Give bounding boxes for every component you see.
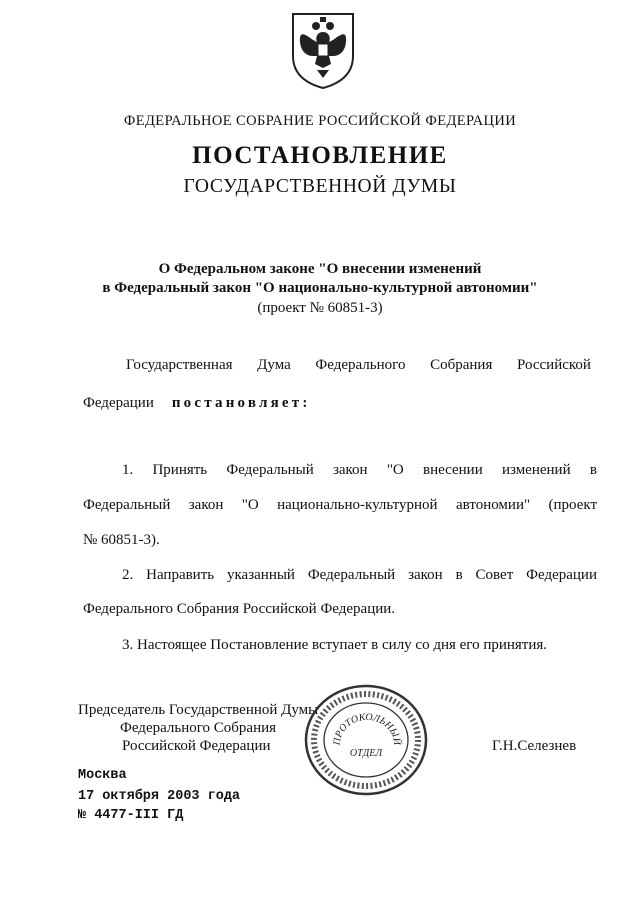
word: Федеральный <box>226 462 314 478</box>
resolves-emphasis: постановляет: <box>171 395 311 411</box>
word: Принять <box>152 462 208 478</box>
signing-date: 17 октября 2003 года <box>78 789 241 804</box>
word: в <box>589 462 597 478</box>
point-3: 3. Настоящее Постановление вступает в силу со дня его принятия. <box>122 637 548 653</box>
word: Собрания <box>430 357 493 373</box>
subject-line-1: О Федеральном законе "О внесении изменений <box>158 261 482 277</box>
word: внесении <box>423 462 483 478</box>
word: Федерации <box>526 567 597 583</box>
document-number: № 4477-III ГД <box>78 808 184 823</box>
subject-line-2: в Федеральный закон "О национально-культурной автономии" <box>102 280 538 296</box>
preamble-federation: Федерации <box>83 395 154 411</box>
word: Федерального <box>315 357 406 373</box>
word: Направить <box>146 567 215 583</box>
stamp-center-text: ОТДЕЛ <box>349 748 383 759</box>
word: (проект <box>548 497 597 513</box>
draft-number: (проект № 60851-3) <box>257 300 383 316</box>
word: Совет <box>475 567 514 583</box>
word: Дума <box>257 357 291 373</box>
signature-title-line-2: Федерального Собрания <box>120 720 277 736</box>
word: 2. <box>122 567 134 583</box>
word: закон <box>408 567 443 583</box>
word: Федеральный <box>83 497 171 513</box>
coat-of-arms-emblem <box>287 8 359 92</box>
official-stamp <box>302 682 430 798</box>
word: Российской <box>517 357 591 373</box>
point-1-line-1 <box>122 462 597 479</box>
signature-title-line-3: Российской Федерации <box>122 738 271 754</box>
document-title: ПОСТАНОВЛЕНИЕ <box>192 142 448 169</box>
word: закон <box>188 497 224 513</box>
point-2-line-2: Федерального Собрания Российской Федерации. <box>83 601 396 617</box>
word: в <box>455 567 463 583</box>
word: "О <box>241 497 259 513</box>
word: 1. <box>122 462 134 478</box>
preamble-line-1 <box>126 357 591 374</box>
place-of-signing: Москва <box>78 768 127 783</box>
word: закон <box>332 462 368 478</box>
assembly-heading: ФЕДЕРАЛЬНОЕ СОБРАНИЕ РОССИЙСКОЙ ФЕДЕРАЦИИ <box>123 113 517 129</box>
signer-name: Г.Н.Селезнев <box>492 738 577 754</box>
stamp-top-text: ПРОТОКОЛЬНЫЙ <box>331 711 403 746</box>
document-subtitle: ГОСУДАРСТВЕННОЙ ДУМЫ <box>183 176 457 197</box>
point-1-line-3: № 60851-3). <box>83 532 160 548</box>
preamble-line-2 <box>83 395 311 412</box>
signature-title-line-1: Председатель Государственной Думы <box>78 702 319 718</box>
word: указанный <box>226 567 295 583</box>
point-1-line-2 <box>83 497 597 514</box>
point-2-line-1 <box>122 567 597 584</box>
word: автономии" <box>455 497 531 513</box>
word: национально-культурной <box>277 497 438 513</box>
word: "О <box>386 462 404 478</box>
word: Государственная <box>126 357 233 373</box>
word: изменений <box>501 462 571 478</box>
word: Федеральный <box>307 567 396 583</box>
